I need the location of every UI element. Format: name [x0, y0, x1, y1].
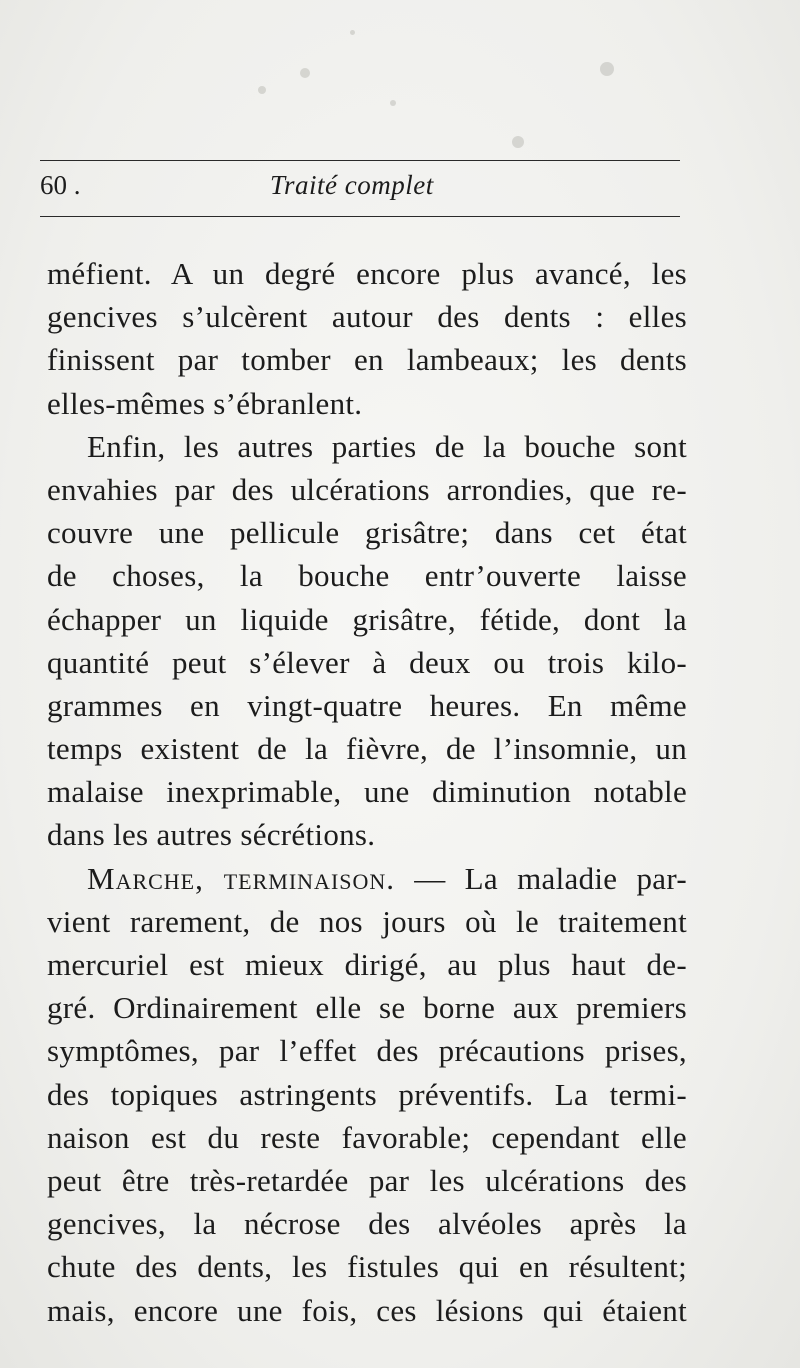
text-line: couvre une pellicule grisâtre; dans cet état [47, 515, 687, 551]
text-line: malaise inexprimable, une diminution notable [47, 774, 687, 810]
text-line: peut être très-retardée par les ulcérations des [47, 1162, 687, 1198]
text-line: grammes en vingt-quatre heures. En même [47, 687, 687, 723]
text-line: mercuriel est mieux dirigé, au plus haut de- [47, 947, 687, 982]
foxing-spot [258, 86, 266, 94]
page-header [40, 166, 680, 210]
text-line: gré. Ordinairement elle se borne aux premiers [47, 990, 687, 1026]
foxing-spot [512, 136, 524, 148]
body-text [47, 252, 687, 1332]
text-line: chute des dents, les fistules qui en résultent; [47, 1249, 687, 1285]
header-bottom-rule [40, 216, 680, 217]
text-line: gencives, la nécrose des alvéoles après la [47, 1206, 687, 1242]
text-line: dans les autres sécrétions. [47, 817, 376, 853]
foxing-spot [390, 100, 396, 106]
section-heading: Marche, terminaison. [87, 860, 396, 896]
text-fragment: — La maladie par- [414, 860, 687, 896]
text-line: naison est du reste favorable; cependant elle [47, 1119, 687, 1155]
text-line: finissent par tomber en lambeaux; les dents [47, 342, 687, 378]
foxing-spot [300, 68, 310, 78]
text-line: gencives s’ulcèrent autour des dents : elles [47, 299, 687, 335]
text-line: des topiques astringents préventifs. La termi- [47, 1076, 687, 1112]
text-line: Enfin, les autres parties de la bouche sont [87, 428, 687, 464]
text-line: quantité peut s’élever à deux ou trois kilo- [47, 644, 687, 680]
text-line [47, 857, 687, 900]
foxing-spot [350, 30, 355, 35]
text-line: méfient. A un degré encore plus avancé, les [47, 256, 687, 291]
text-line: temps existent de la fièvre, de l’insomnie, un [47, 731, 687, 767]
text-line: de choses, la bouche entr’ouverte laisse [47, 558, 687, 594]
text-line: échapper un liquide grisâtre, fétide, dont la [47, 601, 687, 637]
text-line: mais, encore une fois, ces lésions qui étaient [47, 1292, 687, 1328]
header-top-rule [40, 160, 680, 161]
foxing-spot [600, 62, 614, 76]
text-line: elles-mêmes s’ébranlent. [47, 385, 363, 421]
text-line: vient rarement, de nos jours où le traitement [47, 903, 687, 939]
text-line: symptômes, par l’effet des précautions prises, [47, 1033, 687, 1069]
page-number: 60 . [40, 170, 81, 200]
text-line: envahies par des ulcérations arrondies, que re- [47, 471, 687, 507]
running-title: Traité complet [270, 170, 434, 200]
